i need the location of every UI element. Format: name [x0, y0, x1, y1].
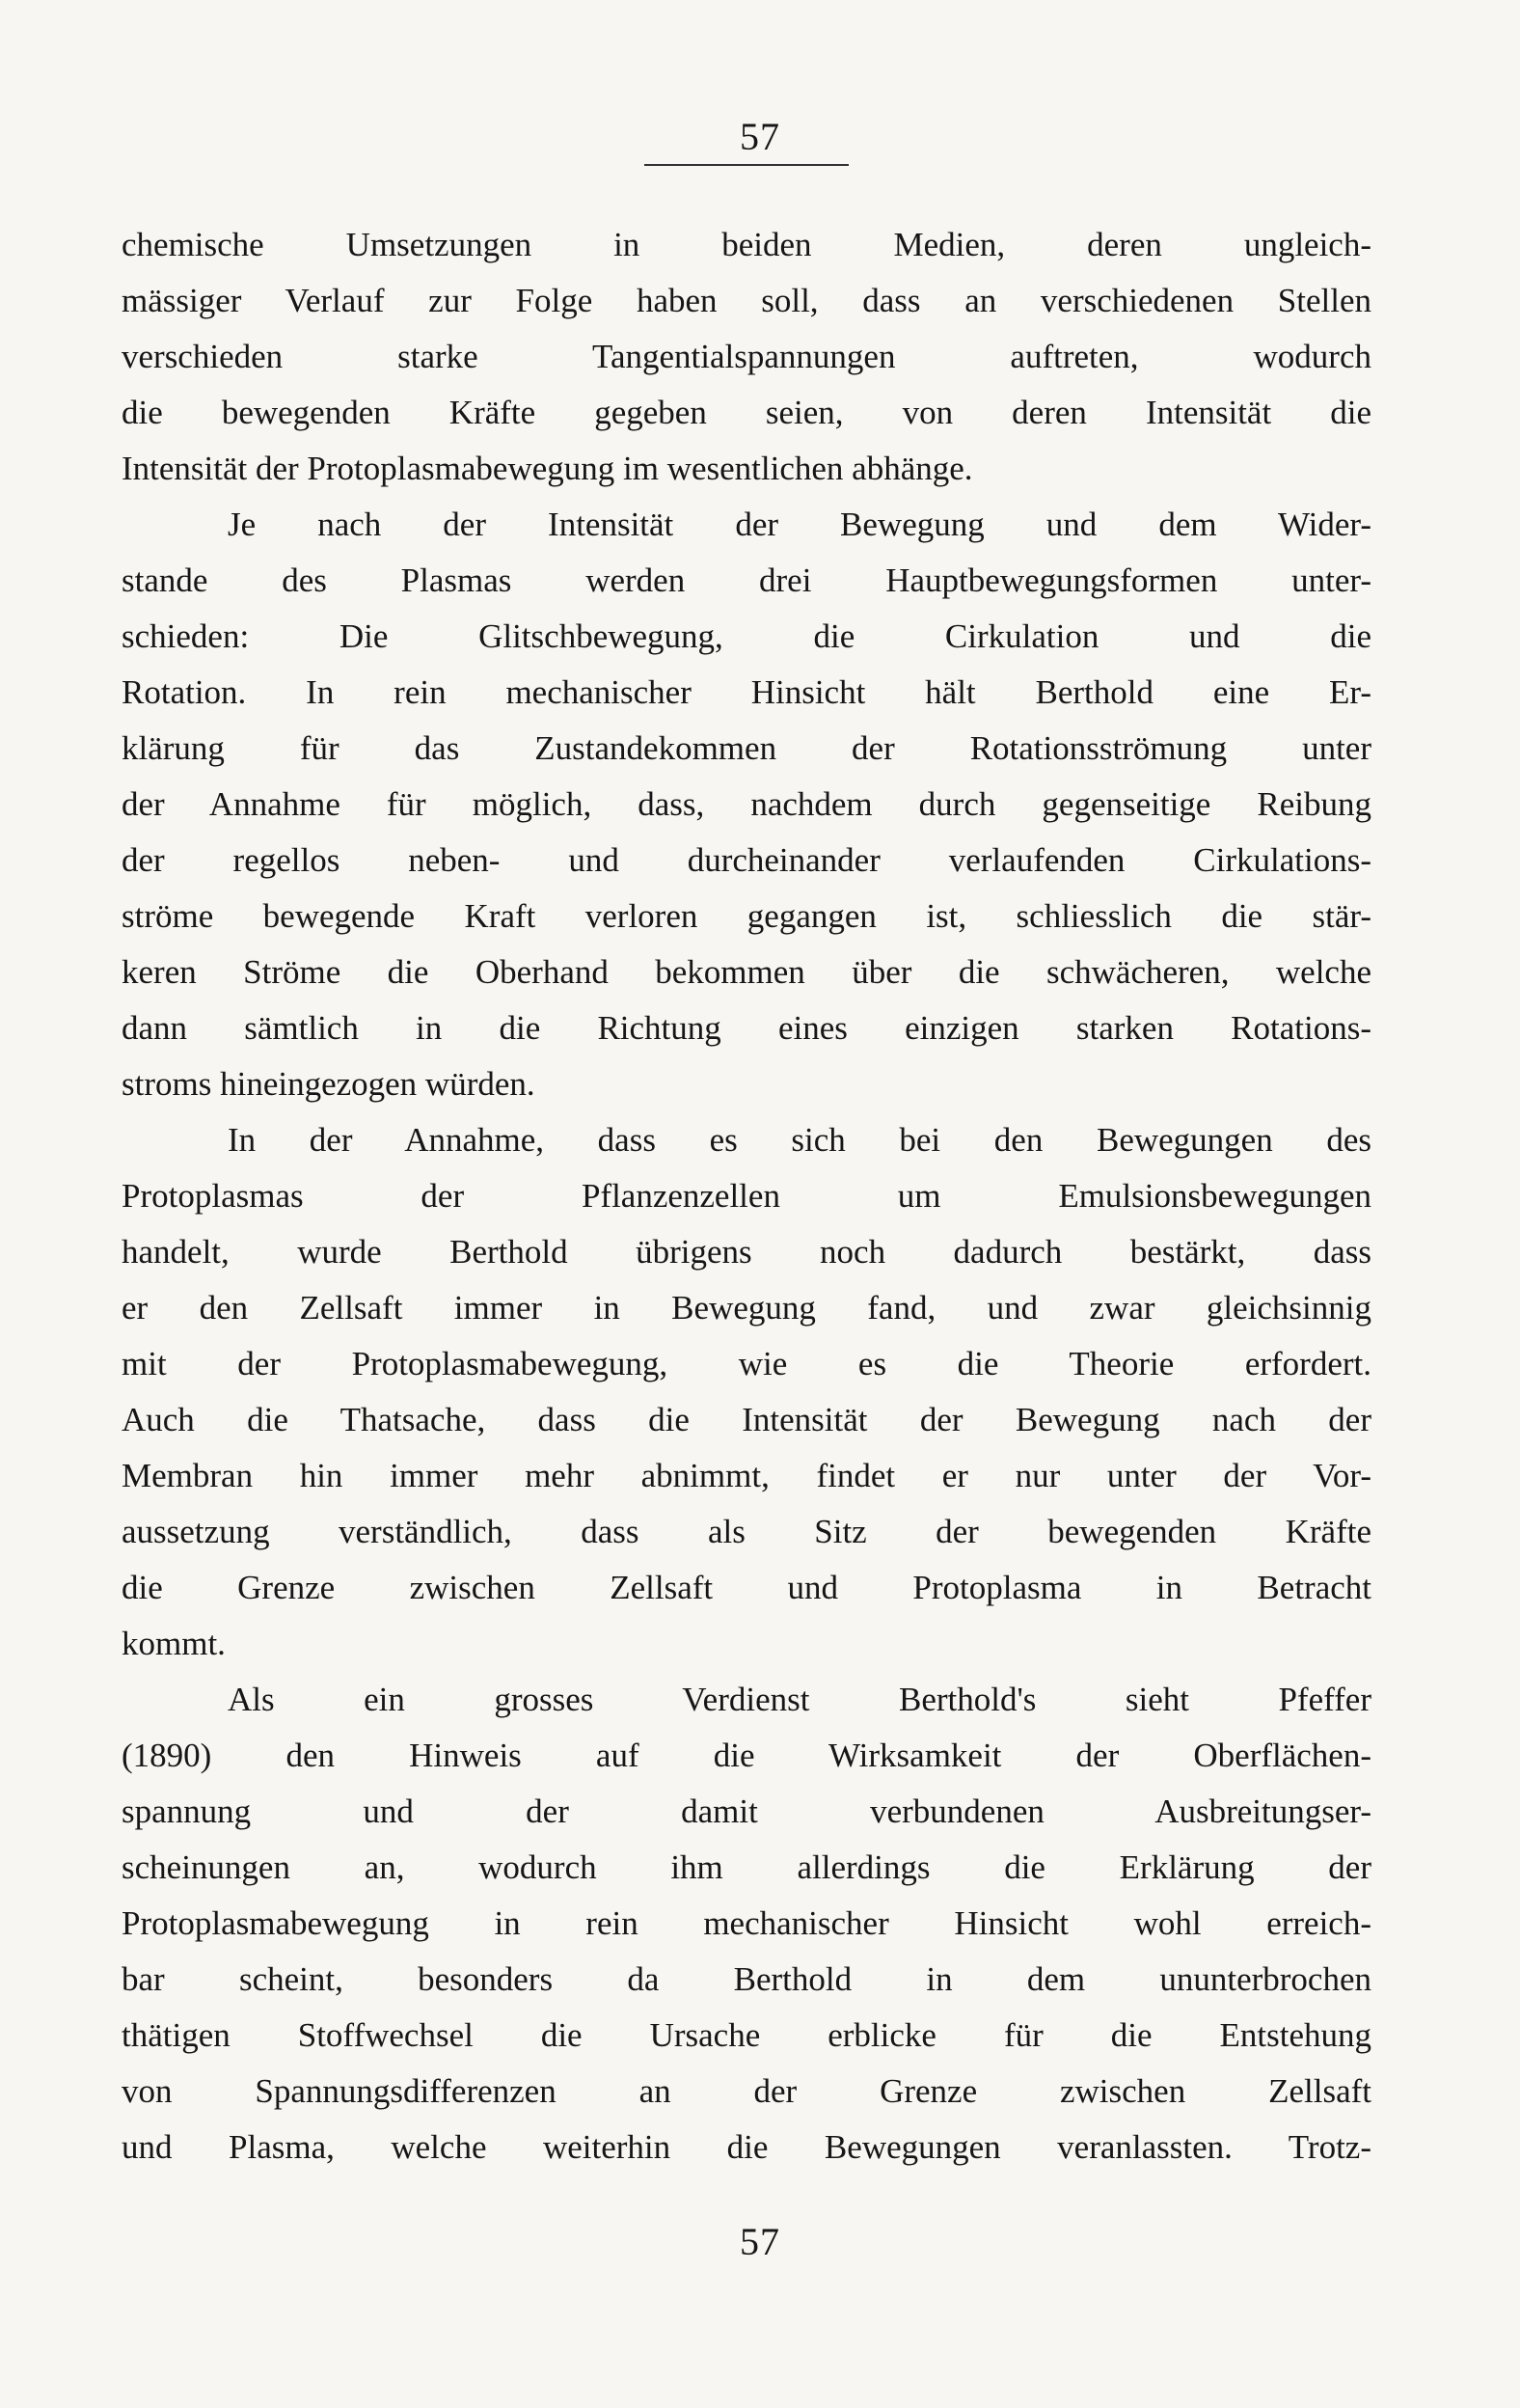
text-line: Protoplasmas der Pflanzenzellen um Emulsionsbewegungen	[122, 1177, 1371, 1215]
text-line: stande des Plasmas werden drei Hauptbewegungsformen unter-	[122, 561, 1371, 599]
text-line: Membran hin immer mehr abnimmt, findet er nur unter der Vor-	[122, 1457, 1371, 1494]
text-line: mit der Protoplasmabewegung, wie es die Theorie erfordert.	[122, 1345, 1371, 1382]
text-line: klärung für das Zustandekommen der Rotationsströmung unter	[122, 729, 1371, 767]
text-line: Rotation. In rein mechanischer Hinsicht hält Berthold eine Er-	[122, 673, 1371, 711]
text-line: aussetzung verständlich, dass als Sitz der bewegenden Kräfte	[122, 1513, 1371, 1550]
text-line: stroms hineingezogen würden.	[122, 1065, 535, 1103]
text-line: verschieden starke Tangentialspannungen auftreten, wodurch	[122, 338, 1371, 375]
header-rule	[644, 164, 849, 166]
text-line: und Plasma, welche weiterhin die Bewegungen veranlassten. Trotz-	[122, 2128, 1371, 2166]
text-line: mässiger Verlauf zur Folge haben soll, dass an verschiedenen Stellen	[122, 282, 1371, 319]
page-number-footer: 57	[740, 2220, 780, 2263]
text-line: kommt.	[122, 1625, 226, 1662]
text-line: Je nach der Intensität der Bewegung und dem Wider-	[228, 506, 1371, 543]
text-line: handelt, wurde Berthold übrigens noch dadurch bestärkt, dass	[122, 1233, 1371, 1271]
text-line: scheinungen an, wodurch ihm allerdings die Erklärung der	[122, 1848, 1371, 1886]
text-line: der Annahme für möglich, dass, nachdem durch gegenseitige Reibung	[122, 785, 1371, 823]
text-line: von Spannungsdifferenzen an der Grenze zwischen Zellsaft	[122, 2072, 1371, 2110]
text-line: die Grenze zwischen Zellsaft und Protoplasma in Betracht	[122, 1569, 1371, 1606]
text-line: thätigen Stoffwechsel die Ursache erblicke für die Entstehung	[122, 2016, 1371, 2054]
text-line: chemische Umsetzungen in beiden Medien, deren ungleich-	[122, 226, 1371, 263]
text-line: spannung und der damit verbundenen Ausbreitungser-	[122, 1792, 1371, 1830]
text-line: er den Zellsaft immer in Bewegung fand, und zwar gleichsinnig	[122, 1289, 1371, 1327]
text-line: bar scheint, besonders da Berthold in dem ununterbrochen	[122, 1960, 1371, 1998]
text-line: Intensität der Protoplasmabewegung im wesentlichen abhänge.	[122, 450, 973, 487]
text-line: (1890) den Hinweis auf die Wirksamkeit der Oberflächen-	[122, 1737, 1371, 1774]
text-line: In der Annahme, dass es sich bei den Bewegungen des	[228, 1121, 1371, 1159]
text-line: dann sämtlich in die Richtung eines einzigen starken Rotations-	[122, 1009, 1371, 1047]
text-line: die bewegenden Kräfte gegeben seien, von deren Intensität die	[122, 394, 1371, 431]
text-line: schieden: Die Glitschbewegung, die Cirkulation und die	[122, 617, 1371, 655]
text-line: Protoplasmabewegung in rein mechanischer Hinsicht wohl erreich-	[122, 1904, 1371, 1942]
text-line: Auch die Thatsache, dass die Intensität der Bewegung nach der	[122, 1401, 1371, 1438]
text-line: keren Ströme die Oberhand bekommen über die schwächeren, welche	[122, 953, 1371, 991]
text-line: der regellos neben- und durcheinander verlaufenden Cirkulations-	[122, 841, 1371, 879]
text-line: ströme bewegende Kraft verloren gegangen ist, schliesslich die stär-	[122, 897, 1371, 935]
page-number-header: 57	[740, 115, 780, 158]
text-line: Als ein grosses Verdienst Berthold's sieht Pfeffer	[228, 1681, 1371, 1718]
